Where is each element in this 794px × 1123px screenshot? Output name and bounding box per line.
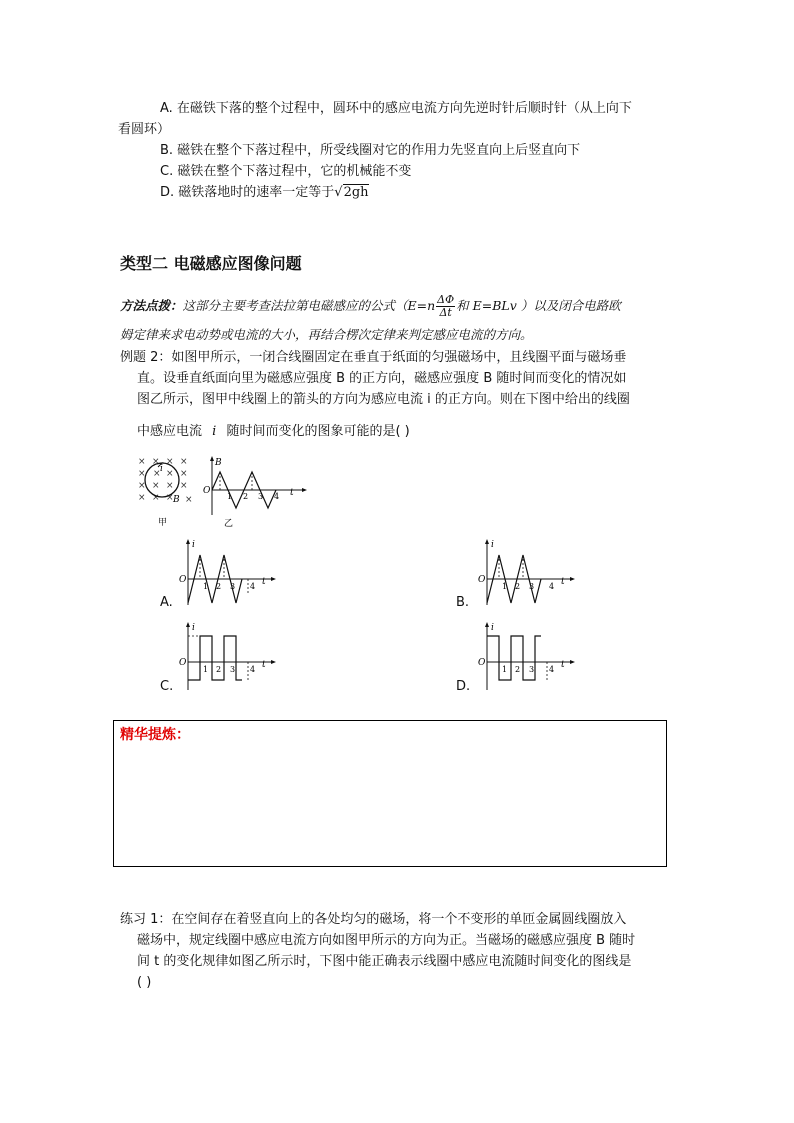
figure-jia xyxy=(135,452,205,532)
t-axis-arrow xyxy=(302,488,307,492)
option-c-graph xyxy=(178,620,278,692)
tick-label: 3 xyxy=(529,665,535,674)
origin-label: O xyxy=(478,575,486,585)
tick-label: 2 xyxy=(515,665,521,674)
coil-i-label: i xyxy=(160,464,163,474)
example-line4 xyxy=(137,423,410,440)
tick-label: 1 xyxy=(203,582,209,591)
option-d-graph xyxy=(477,620,577,692)
option-a-line2: 看圆环） xyxy=(118,122,171,137)
field-crosses xyxy=(138,457,193,505)
method-tips-line1 xyxy=(120,290,621,322)
svg-text:×: × xyxy=(152,481,160,491)
summary-box-title: 精华提炼： xyxy=(120,727,190,743)
exercise-line1: 练习 1：在空间存在着竖直向上的各处均匀的磁场，将一个不变形的单匝金属圆线圈放入 xyxy=(120,912,627,927)
section-title: 类型二 电磁感应图像问题 xyxy=(120,254,302,273)
i-axis-arrow xyxy=(485,622,489,627)
svg-text:×: × xyxy=(166,457,174,467)
exercise-line3: 间 t 的变化规律如图乙所示时，下图中能正确表示线圈中感应电流随时间变化的图线是 xyxy=(137,954,632,969)
method-tips-line2: 姆定律来求电动势或电流的大小，再结合楞次定律来判定感应电流的方向。 xyxy=(120,327,533,342)
tick-label: 3 xyxy=(230,665,236,674)
tick-label: 3 xyxy=(230,582,236,591)
svg-text:×: × xyxy=(153,469,161,479)
tick-label: 4 xyxy=(250,582,256,591)
t-axis-label: t xyxy=(290,488,294,498)
t-axis-arrow xyxy=(570,577,575,581)
option-b: B. 磁铁在整个下落过程中，所受线圈对它的作用力先竖直向上后竖直向下 xyxy=(160,143,581,158)
svg-text:×: × xyxy=(138,469,146,479)
option-d xyxy=(160,184,369,201)
t-axis-label: t xyxy=(262,577,266,587)
svg-text:×: × xyxy=(180,481,188,491)
tick-label: 1 xyxy=(502,665,508,674)
option-d-text: D. 磁铁落地时的速率一定等于 xyxy=(160,185,335,200)
option-b-graph xyxy=(477,537,577,612)
tick-label: 1 xyxy=(502,582,508,591)
t-axis-label: t xyxy=(262,660,266,670)
tick-label: 2 xyxy=(216,665,222,674)
example-line4-answer: 随时间而变化的图象可能的是( ) xyxy=(226,424,410,439)
frac-numerator: ΔΦ xyxy=(437,293,455,306)
t-axis-label: t xyxy=(561,660,565,670)
svg-text:×: × xyxy=(180,457,188,467)
i-axis-label: i xyxy=(491,540,494,550)
example-line2: 直。设垂直纸面向里为磁感应强度 B 的正方向，磁感应强度 B 随时间而变化的情况如 xyxy=(137,371,627,386)
tick-label: 4 xyxy=(250,665,256,674)
figure-yi xyxy=(200,455,310,530)
tips-text1: 这部分主要考查法拉第电磁感应的公式（E=n xyxy=(182,298,436,313)
origin-label: O xyxy=(203,486,211,496)
summary-box[interactable] xyxy=(113,720,667,867)
t-axis-arrow xyxy=(570,660,575,664)
tick-label: 2 xyxy=(216,582,222,591)
example-line1: 例题 2：如图甲所示，一闭合线圈固定在垂直于纸面的匀强磁场中，且线圈平面与磁场垂 xyxy=(120,350,627,365)
svg-text:×: × xyxy=(138,481,146,491)
svg-text:×: × xyxy=(152,457,160,467)
example-line4-text: 中感应电流 xyxy=(137,424,203,439)
svg-text:×: × xyxy=(152,493,160,503)
formula-fraction xyxy=(436,294,455,319)
t-axis-arrow xyxy=(271,660,276,664)
svg-text:×: × xyxy=(166,481,174,491)
i-axis-arrow xyxy=(186,539,190,544)
tick-label: 3 xyxy=(258,492,264,501)
i-axis-label: i xyxy=(192,623,195,633)
option-d-label[interactable]: D. xyxy=(456,679,471,694)
i-axis-label: i xyxy=(192,540,195,550)
tick-label: 3 xyxy=(529,582,535,591)
sqrt-content: 2gh xyxy=(343,185,369,200)
origin-label: O xyxy=(179,575,187,585)
i-axis-arrow xyxy=(186,622,190,627)
tick-label: 4 xyxy=(549,582,555,591)
option-b-label[interactable]: B. xyxy=(456,595,470,610)
tick-label: 2 xyxy=(243,492,249,501)
tips-label: 方法点拨： xyxy=(120,298,183,313)
svg-text:×: × xyxy=(185,495,193,505)
jia-label: 甲 xyxy=(158,518,168,528)
current-symbol: i xyxy=(212,424,217,439)
tick-label: 4 xyxy=(549,665,555,674)
svg-text:×: × xyxy=(138,493,146,503)
i-axis-arrow xyxy=(485,539,489,544)
tick-label: 4 xyxy=(274,492,280,501)
svg-text:×: × xyxy=(138,457,146,467)
t-axis-arrow xyxy=(271,577,276,581)
yi-label: 乙 xyxy=(224,519,234,529)
frac-denominator: Δt xyxy=(439,306,452,319)
t-axis-label: t xyxy=(561,577,565,587)
tips-text2: 和 E=BLv ）以及闭合电路欧 xyxy=(456,298,621,313)
tick-label: 1 xyxy=(227,492,233,501)
origin-label: O xyxy=(179,658,187,668)
i-axis-label: i xyxy=(491,623,494,633)
sqrt-symbol: √ xyxy=(334,185,343,200)
exercise-line4: ( ) xyxy=(137,975,152,990)
svg-text:×: × xyxy=(166,469,174,479)
example-line3: 图乙所示，图甲中线圈上的箭头的方向为感应电流 i 的正方向。则在下图中给出的线圈 xyxy=(137,392,630,407)
origin-label: O xyxy=(478,658,486,668)
option-a-label[interactable]: A. xyxy=(160,595,173,610)
option-c-label[interactable]: C. xyxy=(160,679,174,694)
option-c: C. 磁铁在整个下落过程中，它的机械能不变 xyxy=(160,164,412,179)
svg-text:×: × xyxy=(166,493,174,503)
B-axis-arrow xyxy=(210,456,214,461)
option-a-graph xyxy=(178,537,278,612)
B-axis-label: B xyxy=(215,458,222,468)
coil-B-label: B xyxy=(173,495,180,505)
option-a-line1: A. 在磁铁下落的整个过程中，圆环中的感应电流方向先逆时针后顺时针（从上向下 xyxy=(160,101,632,116)
tick-label: 1 xyxy=(203,665,209,674)
tick-label: 2 xyxy=(515,582,521,591)
svg-text:×: × xyxy=(180,469,188,479)
exercise-line2: 磁场中，规定线圈中感应电流方向如图甲所示的方向为正。当磁场的磁感应强度 B 随时 xyxy=(137,933,636,948)
